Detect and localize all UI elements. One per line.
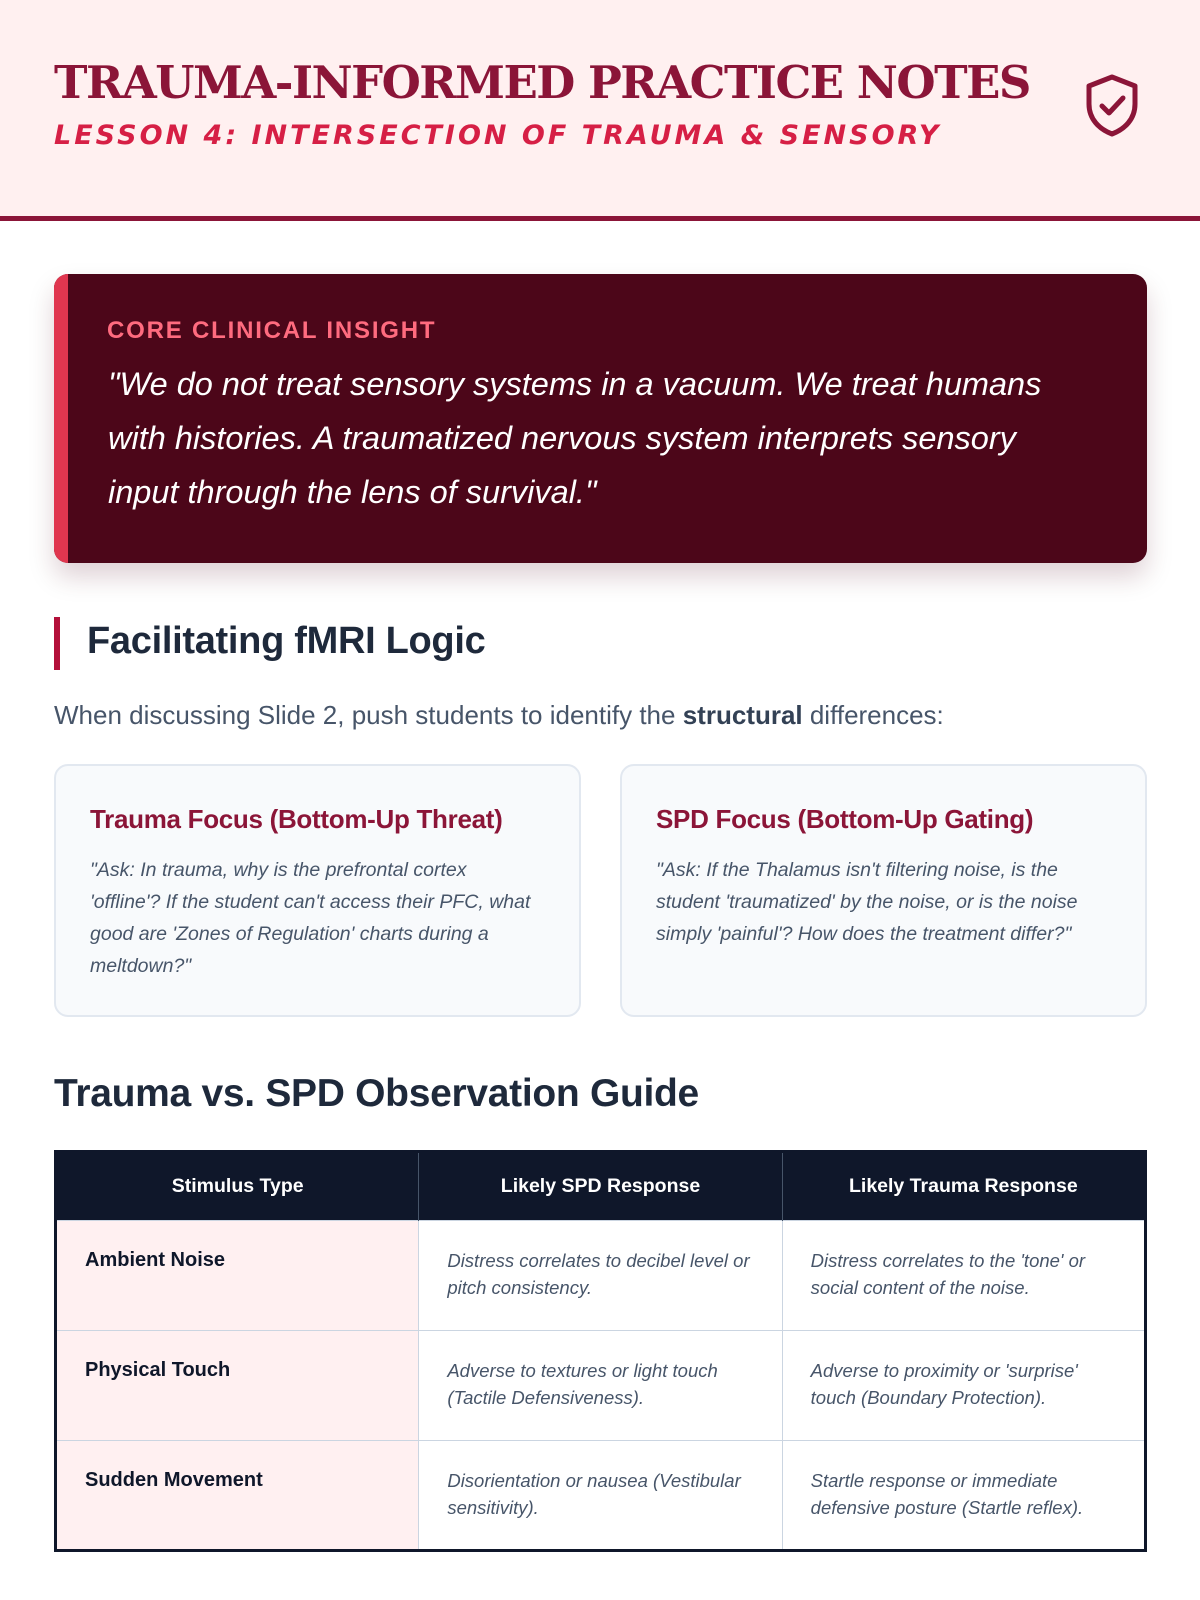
insight-accent-bar	[54, 274, 68, 563]
card-text: "Ask: If the Thalamus isn't filtering noise, is the student 'traumatized' by the noise, or is the noise simply 'painful'? How does the treatment differ?"	[656, 859, 1078, 945]
section-title: Facilitating fMRI Logic	[87, 620, 486, 662]
card-text: "Ask: In trauma, why is the prefrontal cortex 'offline'? If the student can't access their PFC, what good are 'Zones of Regulation' charts during a meltdown?"	[90, 859, 531, 977]
observation-guide-title: Trauma vs. SPD Observation Guide	[54, 1072, 699, 1115]
spd-response-cell: Disorientation or nausea (Vestibular sensitivity).	[419, 1441, 782, 1551]
header-spd-response: Likely SPD Response	[419, 1152, 782, 1221]
header-stimulus-type: Stimulus Type	[56, 1152, 419, 1221]
page-subtitle: LESSON 4: INTERSECTION OF TRAUMA & SENSORY	[54, 120, 942, 151]
table-row	[56, 1331, 1146, 1441]
card-title: SPD Focus (Bottom-Up Gating)	[656, 804, 1034, 834]
trauma-response-cell: Distress correlates to the 'tone' or social content of the noise.	[782, 1221, 1145, 1331]
insight-label: CORE CLINICAL INSIGHT	[107, 317, 437, 344]
trauma-focus-card	[54, 764, 581, 1017]
table-row	[56, 1441, 1146, 1551]
stimulus-cell: Ambient Noise	[56, 1221, 419, 1331]
page-title: TRAUMA-INFORMED PRACTICE NOTES	[54, 56, 1030, 109]
trauma-response-cell: Adverse to proximity or 'surprise' touch (Boundary Protection).	[782, 1331, 1145, 1441]
intro-text-start: When discussing Slide 2, push students to identify the	[54, 700, 683, 730]
spd-response-cell: Distress correlates to decibel level or pitch consistency.	[419, 1221, 782, 1331]
table-row	[56, 1221, 1146, 1331]
intro-emphasis: structural	[682, 700, 803, 730]
section-accent-bar	[54, 617, 60, 670]
core-insight-callout	[54, 274, 1147, 563]
page-header	[0, 0, 1200, 221]
insight-quote: "We do not treat sensory systems in a vacuum. We treat humans with histories. A traumatized nervous system interprets sensory input through the lens of survival."	[108, 366, 1042, 510]
spd-response-cell: Adverse to textures or light touch (Tactile Defensiveness).	[419, 1331, 782, 1441]
card-title: Trauma Focus (Bottom-Up Threat)	[90, 804, 503, 834]
stimulus-cell: Physical Touch	[56, 1331, 419, 1441]
trauma-response-cell: Startle response or immediate defensive posture (Startle reflex).	[782, 1441, 1145, 1551]
spd-focus-card	[620, 764, 1147, 1017]
section-intro	[54, 700, 944, 731]
shield-check-icon	[1082, 72, 1142, 138]
table-header-row	[56, 1152, 1146, 1221]
observation-guide-table	[54, 1150, 1147, 1552]
header-trauma-response: Likely Trauma Response	[782, 1152, 1145, 1221]
stimulus-cell: Sudden Movement	[56, 1441, 419, 1551]
intro-text-end: differences:	[802, 700, 944, 730]
